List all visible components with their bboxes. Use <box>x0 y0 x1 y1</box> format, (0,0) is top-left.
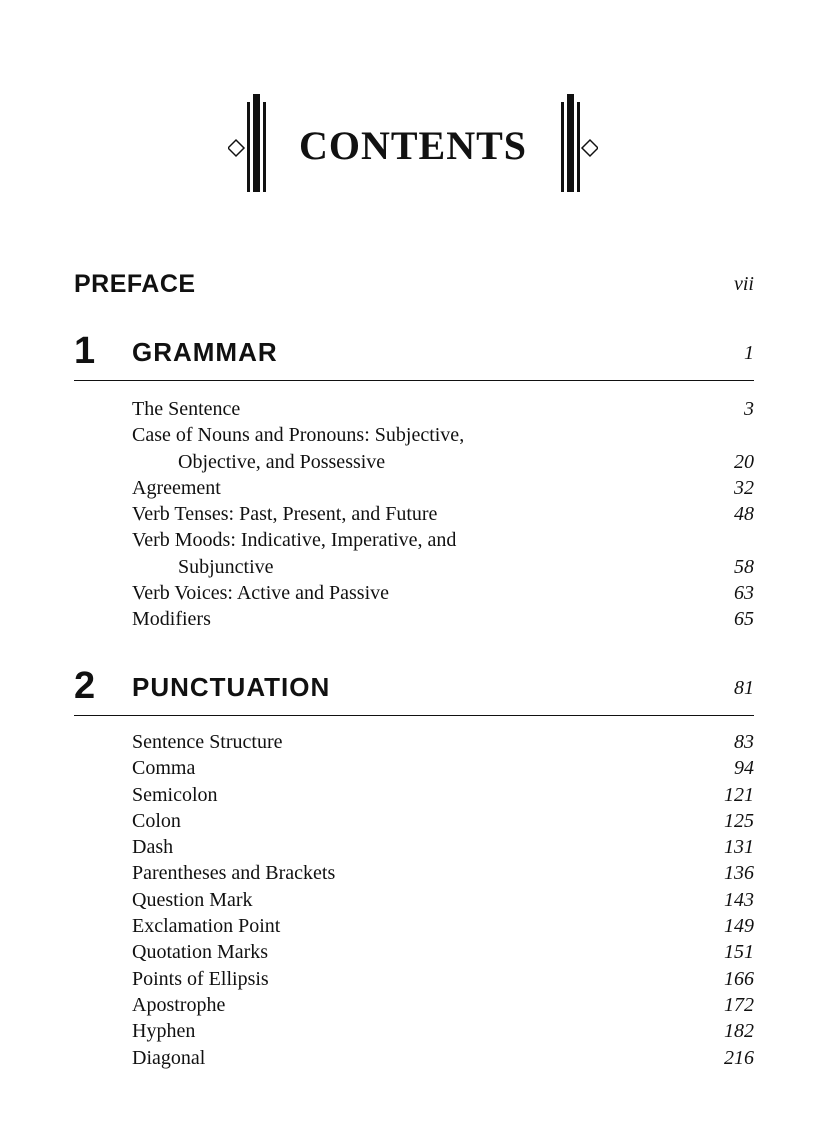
entry-title: Exclamation Point <box>132 915 281 938</box>
entry-page: 121 <box>724 783 754 806</box>
chapter-number: 1 <box>74 330 96 372</box>
entry-page: 65 <box>734 608 754 631</box>
right-diamond-icon <box>582 140 598 156</box>
entry-page: 125 <box>724 809 754 832</box>
entry-title: Agreement <box>132 476 221 499</box>
entry-page: 216 <box>724 1046 754 1069</box>
entry-title: Semicolon <box>132 783 218 806</box>
toc-entry <box>132 729 754 755</box>
entry-title: Comma <box>132 757 196 780</box>
toc-entry-continued <box>132 449 754 475</box>
chapter-title: PUNCTUATION <box>132 672 331 702</box>
entry-page: 48 <box>734 503 754 526</box>
preface-label: PREFACE <box>74 270 196 298</box>
toc-entry <box>132 887 754 913</box>
chapter-rule <box>74 380 754 381</box>
entry-title: Apostrophe <box>132 993 226 1016</box>
toc-entry <box>132 580 754 606</box>
toc-entry <box>132 755 754 781</box>
right-thin-bar-inner <box>561 102 564 192</box>
toc-entry <box>132 966 754 992</box>
left-thick-bar <box>253 94 260 192</box>
preface-page: vii <box>734 273 754 295</box>
entry-title: Verb Tenses: Past, Present, and Future <box>132 503 438 526</box>
page-title: CONTENTS <box>298 123 528 168</box>
entry-page: 131 <box>724 836 754 859</box>
entry-page: 172 <box>724 993 754 1016</box>
entry-title: Subjunctive <box>178 555 274 578</box>
toc-entry-continued <box>132 554 754 580</box>
toc-entry <box>132 782 754 808</box>
chapter-title: GRAMMAR <box>132 337 278 367</box>
chapter-2-header <box>74 665 754 717</box>
entry-title: The Sentence <box>132 398 241 420</box>
toc-entry <box>132 913 754 939</box>
left-thin-bar <box>247 102 250 192</box>
toc-entry <box>132 939 754 965</box>
entry-page: 143 <box>724 888 754 911</box>
preface-row <box>74 270 754 304</box>
chapter-2-entries <box>132 729 754 1071</box>
entry-title: Question Mark <box>132 888 253 911</box>
chapter-page: 1 <box>744 342 754 364</box>
toc-entry <box>132 1045 754 1071</box>
toc-entry <box>132 808 754 834</box>
entry-title: Colon <box>132 809 181 832</box>
entry-title: Dash <box>132 836 174 859</box>
entry-page: 94 <box>734 757 754 780</box>
right-thick-bar <box>567 94 574 192</box>
toc-entry <box>132 860 754 886</box>
chapter-rule <box>74 715 754 716</box>
contents-heading <box>228 94 598 192</box>
toc-entry <box>132 422 754 448</box>
entry-title: Modifiers <box>132 608 211 631</box>
toc-entry <box>132 992 754 1018</box>
entry-title: Sentence Structure <box>132 731 283 753</box>
toc-entry <box>132 606 754 632</box>
entry-title: Hyphen <box>132 1020 196 1043</box>
right-thin-bar <box>577 102 580 192</box>
entry-title: Points of Ellipsis <box>132 967 269 990</box>
left-diamond-icon <box>228 140 244 156</box>
entry-title: Quotation Marks <box>132 941 269 964</box>
chapter-1-header <box>74 330 754 382</box>
entry-page: 32 <box>734 476 754 499</box>
entry-title: Objective, and Possessive <box>178 450 386 473</box>
entry-page: 182 <box>724 1020 754 1043</box>
entry-page: 166 <box>724 967 754 990</box>
entry-title: Case of Nouns and Pronouns: Subjective, <box>132 424 465 447</box>
toc-entry <box>132 501 754 527</box>
toc-entry <box>132 1018 754 1044</box>
entry-page: 151 <box>724 941 754 964</box>
chapter-page: 81 <box>734 677 754 699</box>
left-thin-bar-inner <box>263 102 266 192</box>
entry-page: 63 <box>734 582 754 605</box>
entry-page: 3 <box>744 398 754 420</box>
toc-entry <box>132 475 754 501</box>
toc-entry <box>132 834 754 860</box>
entry-title: Verb Moods: Indicative, Imperative, and <box>132 529 457 552</box>
toc-entry <box>132 396 754 422</box>
chapter-1-entries <box>132 396 754 633</box>
entry-page: 149 <box>724 915 754 938</box>
entry-title: Diagonal <box>132 1046 206 1069</box>
entry-title: Verb Voices: Active and Passive <box>132 582 390 605</box>
entry-page: 83 <box>734 731 754 753</box>
entry-page: 136 <box>724 862 754 885</box>
entry-title: Parentheses and Brackets <box>132 862 336 885</box>
chapter-number: 2 <box>74 665 96 707</box>
entry-page: 58 <box>734 555 754 578</box>
entry-page: 20 <box>734 450 754 473</box>
toc-entry <box>132 527 754 553</box>
